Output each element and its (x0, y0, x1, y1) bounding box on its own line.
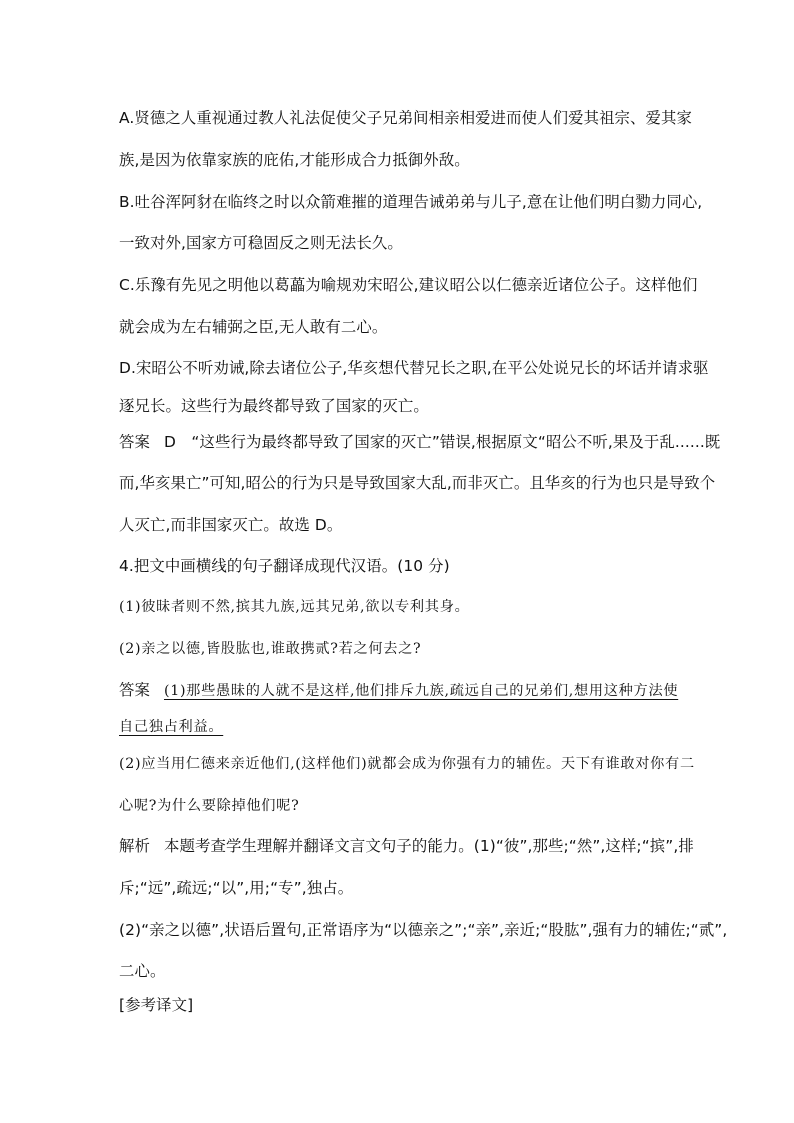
analysis-line-3: (2)“亲之以德”,状语后置句,正常语序为“以德亲之”;“亲”,亲近;“股肱”,强有力的辅佐;“贰”, (119, 921, 728, 939)
answer-4-text: (1)那些愚昧的人就不是这样,他们排斥九族,疏远自己的兄弟们,想用这种方法使 (163, 683, 679, 699)
option-a-line-2: 族,是因为依靠家族的庇佑,才能形成合力抵御外敌。 (119, 151, 470, 169)
answer-3-line-3: 人灭亡,而非国家灭亡。故选 D。 (119, 516, 343, 534)
option-c-line-1: C.乐豫有先见之明他以葛藟为喻规劝宋昭公,建议昭公以仁德亲近诸位公子。这样他们 (119, 276, 698, 294)
reference-heading: [参考译文] (119, 996, 194, 1014)
analysis-text: 本题考查学生理解并翻译文言文句子的能力。(1)“彼”,那些;“然”,这样;“摈”,排 (163, 837, 694, 855)
answer-4-line-3: (2)应当用仁德来亲近他们,(这样他们)就都会成为你强有力的辅佐。天下有谁敢对你有二 (119, 756, 695, 772)
option-b-line-2: 一致对外,国家方可稳固反之则无法长久。 (119, 234, 403, 252)
answer-label: 答案 (119, 681, 150, 699)
answer-4-line-2 (119, 717, 223, 737)
answer-4-line-4: 心呢?为什么要除掉他们呢? (119, 798, 300, 814)
answer-3-line-1 (119, 432, 720, 452)
answer-label: 答案 (119, 433, 150, 451)
analysis-line-1 (119, 836, 694, 856)
answer-3-text: D “这些行为最终都导致了国家的灭亡”错误,根据原文“昭公不听,果及于乱......既 (163, 433, 721, 451)
question-4-prompt: 4.把文中画横线的句子翻译成现代汉语。(10 分) (119, 557, 450, 575)
answer-4-line-2-text: 自己独占利益。 (119, 719, 224, 735)
option-d-line-1: D.宋昭公不听劝诫,除去诸位公子,华亥想代替兄长之职,在平公处说兄长的坏话并请求驱 (119, 359, 709, 377)
option-b-line-1: B.吐谷浑阿豺在临终之时以众箭难摧的道理告诫弟弟与儿子,意在让他们明白勠力同心, (119, 193, 703, 211)
analysis-label: 解析 (119, 837, 150, 855)
analysis-line-2: 斥;“远”,疏远;“以”,用;“专”,独占。 (119, 879, 354, 897)
answer-4-line-1 (119, 680, 678, 701)
option-d-line-2: 逐兄长。这些行为最终都导致了国家的灭亡。 (119, 397, 429, 415)
analysis-line-4: 二心。 (119, 962, 166, 980)
option-c-line-2: 就会成为左右辅弼之臣,无人敢有二心。 (119, 318, 388, 336)
question-4-item-1: (1)彼昧者则不然,摈其九族,远其兄弟,欲以专利其身。 (119, 599, 470, 615)
answer-3-line-2: 而,华亥果亡”可知,昭公的行为只是导致国家大乱,而非灭亡。且华亥的行为也只是导致个 (119, 474, 716, 492)
question-4-item-2: (2)亲之以德,皆股肱也,谁敢携贰?若之何去之? (119, 641, 422, 657)
option-a-line-1: A.贤德之人重视通过教人礼法促使父子兄弟间相亲相爱进而使人们爱其祖宗、爱其家 (119, 109, 693, 127)
